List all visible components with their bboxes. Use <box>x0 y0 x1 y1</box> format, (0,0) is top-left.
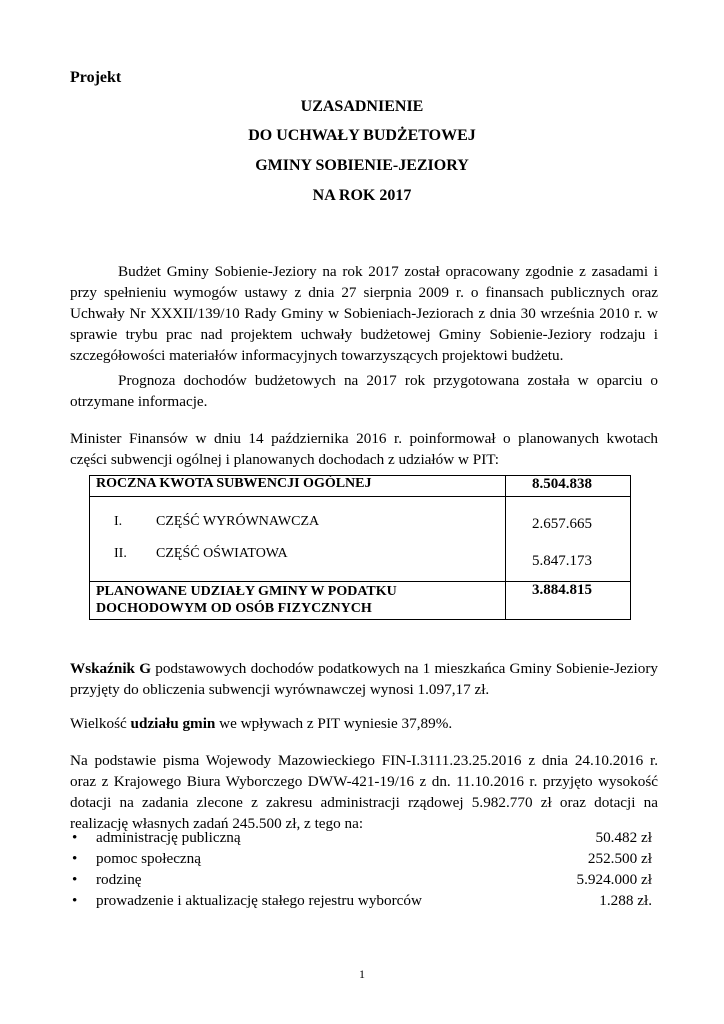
list-item-label: pomoc społeczną <box>96 850 202 867</box>
wskaznik-text: podstawowych dochodów podatkowych na 1 mieszkańca Gminy Sobienie-Jeziory przyjęty do obliczenia subwencji wyrównawczej wynosi 1.097,17 zł. <box>70 660 658 698</box>
intro-paragraph: Budżet Gminy Sobienie-Jeziory na rok 2017 został opracowany zgodnie z zasadami i przy spełnieniu wymogów ustawy z dnia 27 sierpnia 2009 r. o finansach publicznych oraz Uchwały Nr XXXII/139/10 Rady Gminy w Sobieniach-Jeziorach z dnia 30 września 2010 r. w sprawie trybu prac nad projektem uchwały budżetowej Gminy Sobienie-Jeziory rodzaju i szczegółowości materiałów informacyjnych towarzyszących projektowi budżetu. <box>70 263 658 364</box>
wskaznik-paragraph <box>70 658 658 700</box>
list-item <box>70 869 652 890</box>
list-item-label: administrację publiczną <box>96 829 241 846</box>
list-item <box>70 827 652 848</box>
table-cell-item-values <box>506 497 631 582</box>
item-number: I. <box>114 514 123 529</box>
page-number: 1 <box>359 967 365 981</box>
list-item <box>70 890 652 911</box>
wskaznik-bold: Wskaźnik G <box>70 660 152 677</box>
list-item-label: rodzinę <box>96 871 142 888</box>
minister-paragraph: Minister Finansów w dniu 14 października 2016 r. poinformował o planowanych kwotach części subwencji ogólnej i planowanych dochodach z udziałów w PIT: <box>70 430 658 468</box>
list-item-amount: 1.288 zł. <box>599 892 652 909</box>
forecast-paragraph: Prognoza dochodów budżetowych na 2017 rok przygotowana została w oparciu o otrzymane informacje. <box>70 372 658 410</box>
item-number: II. <box>114 546 127 561</box>
subvention-table <box>89 475 631 620</box>
title-line-3: GMINY SOBIENIE-JEZIORY <box>255 157 469 174</box>
table-cell-value: 3.884.815 <box>506 582 631 620</box>
list-item-amount: 50.482 zł <box>595 829 652 846</box>
bullet-icon: • <box>72 850 78 867</box>
project-label: Projekt <box>70 69 122 86</box>
table-row <box>90 582 631 620</box>
udzial-pre: Wielkość <box>70 715 131 732</box>
udzial-bold: udziału gmin <box>130 715 216 732</box>
list-item-amount: 5.924.000 zł <box>576 871 652 888</box>
grants-list <box>70 827 652 911</box>
list-item-amount: 252.500 zł <box>587 850 652 867</box>
table-cell-label: ROCZNA KWOTA SUBWENCJI OGÓLNEJ <box>90 476 506 497</box>
bullet-icon: • <box>72 829 78 846</box>
pit-label-line-2: DOCHODOWYM OD OSÓB FIZYCZNYCH <box>96 601 372 616</box>
list-item-label: prowadzenie i aktualizację stałego rejestru wyborców <box>96 892 422 909</box>
table-cell-label <box>90 582 506 620</box>
item-label: CZĘŚĆ WYRÓWNAWCZA <box>156 514 320 529</box>
table-row <box>90 476 631 497</box>
item-value: 5.847.173 <box>532 553 592 569</box>
dotacje-paragraph: Na podstawie pisma Wojewody Mazowieckiego FIN-I.3111.23.25.2016 z dnia 24.10.2016 r. oraz z Krajowego Biura Wyborczego DWW-421-19/16 z dn. 11.10.2016 r. przyjęto wysokość dotacji na zadania zlecone z zakresu administracji rządowej 5.982.770 zł oraz dotacji na realizację własnych zadań 245.500 zł, z tego na: <box>70 752 658 832</box>
udzial-post: we wpływach z PIT wyniesie 37,89%. <box>215 715 453 732</box>
table-cell-items <box>90 497 506 582</box>
title-line-4: NA ROK 2017 <box>312 187 412 204</box>
bullet-icon: • <box>72 871 78 888</box>
table-cell-value: 8.504.838 <box>506 476 631 497</box>
title-line-2: DO UCHWAŁY BUDŻETOWEJ <box>248 127 476 144</box>
udzial-paragraph <box>70 713 658 734</box>
item-value: 2.657.665 <box>532 516 592 532</box>
table-row <box>90 497 631 582</box>
bullet-icon: • <box>72 892 78 909</box>
item-label: CZĘŚĆ OŚWIATOWA <box>156 546 288 561</box>
title-line-1: UZASADNIENIE <box>300 98 424 115</box>
pit-label-line-1: PLANOWANE UDZIAŁY GMINY W PODATKU <box>96 584 397 599</box>
list-item <box>70 848 652 869</box>
